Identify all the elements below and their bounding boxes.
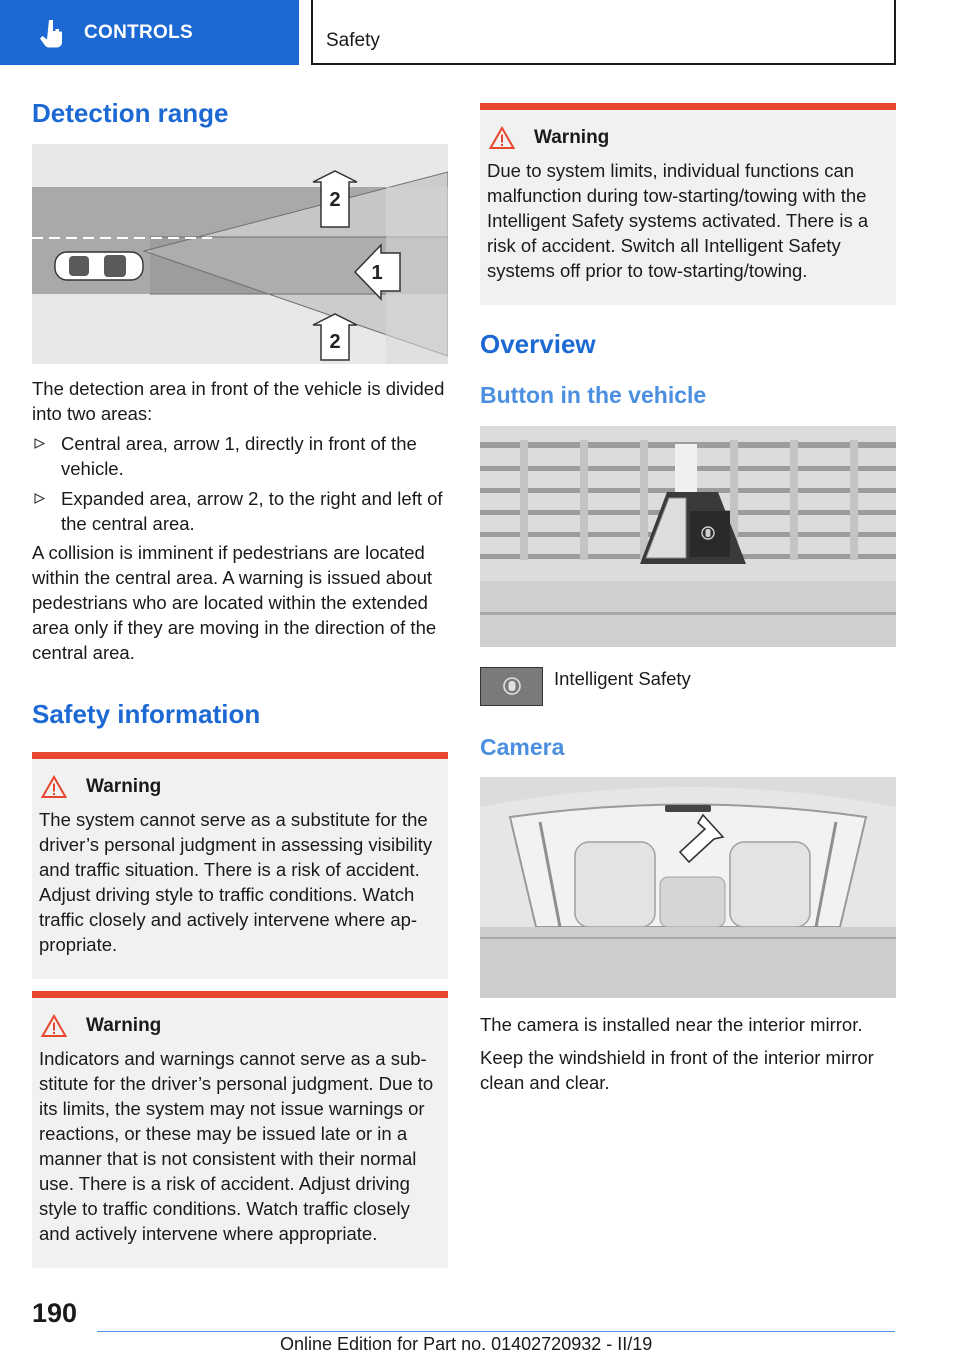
left-column: [32, 98, 448, 1268]
arrow-1-label: 1: [371, 262, 383, 285]
footer-divider: [97, 1331, 895, 1332]
bullet-triangle-icon: [34, 493, 45, 504]
warning-triangle-icon: [489, 126, 515, 150]
arrow-2-bottom-label: 2: [329, 331, 341, 354]
detection-range-figure: [32, 144, 448, 364]
button-photo: [480, 426, 896, 647]
button-legend-row: [480, 667, 896, 706]
pointing-hand-icon: [38, 18, 66, 48]
warning-text: Due to system limits, individual functions can malfunction during tow-starting/towing with the Intelligent Safety systems activated. There is a risk of accident. Switch all Intelligent Safety systems off prior to tow-starting/towing.: [487, 160, 869, 281]
warning-box: [32, 991, 448, 1268]
detection-area-list: [32, 431, 448, 536]
page-number: 190: [32, 1298, 78, 1328]
camera-windshield-text: Keep the windshield in front of the interior mirror clean and clear.: [480, 1047, 874, 1094]
intelligent-safety-label: Intelligent Safety: [554, 667, 691, 689]
warning-box: [32, 752, 448, 979]
safety-information-heading: Safety information: [32, 699, 261, 730]
chapter-label: CONTROLS: [84, 21, 194, 43]
warning-text: Indicators and warnings cannot serve as a substitute for the driver’s personal judgment. Due to its limits, the system may not issue warnings or reactions, or these may be issued late or in a manner that is not consistent with their normal use. There is a risk of accident. Adjust driving style to traffic conditions. Watch traffic closely and actively intervene where appropriate.: [39, 1048, 434, 1245]
warning-triangle-icon: [41, 775, 67, 799]
car-icon: [55, 252, 143, 280]
bullet-triangle-icon: [34, 438, 45, 449]
list-item: Expanded area, arrow 2, to the right and left of the central area.: [32, 486, 448, 536]
edition-footer: Online Edition for Part no. 01402720932 - II/19: [280, 1334, 653, 1354]
warning-title: Warning: [86, 1015, 162, 1037]
camera-location-text: The camera is installed near the interior mirror.: [480, 1014, 863, 1036]
section-header: [311, 0, 896, 65]
overview-heading: Overview: [480, 329, 596, 359]
detection-intro: The detection area in front of the vehicle is divided into two areas:: [32, 378, 445, 425]
right-column: [480, 103, 896, 1095]
list-item: Central area, arrow 1, directly in front of the vehicle.: [32, 431, 448, 481]
button-in-vehicle-heading: Button in the vehicle: [480, 382, 707, 409]
camera-photo: [480, 777, 896, 998]
chapter-tab[interactable]: [0, 0, 299, 65]
camera-heading: Camera: [480, 733, 565, 760]
warning-title: Warning: [534, 127, 610, 148]
detection-range-heading: Detection range: [32, 98, 229, 128]
collision-paragraph: A collision is imminent if pedestrians are located within the central area. A warning is issued about pedestrians who are located within the extended area only if they are moving in the direction of the central area.: [32, 542, 437, 664]
warning-box: [480, 103, 896, 305]
warning-triangle-icon: [41, 1014, 67, 1038]
section-label: Safety: [326, 30, 380, 51]
intelligent-safety-icon: [501, 675, 523, 697]
warning-title: Warning: [86, 776, 162, 798]
intelligent-safety-button[interactable]: [480, 667, 543, 706]
arrow-2-top-label: 2: [329, 189, 341, 212]
warning-text: The system cannot serve as a substitute for the driver’s personal judgment in assessing visibility and traffic situation. There is a risk of accident. Adjust driving style to traffic conditions. Watch traffic closely and actively intervene where appropriate.: [39, 809, 433, 956]
